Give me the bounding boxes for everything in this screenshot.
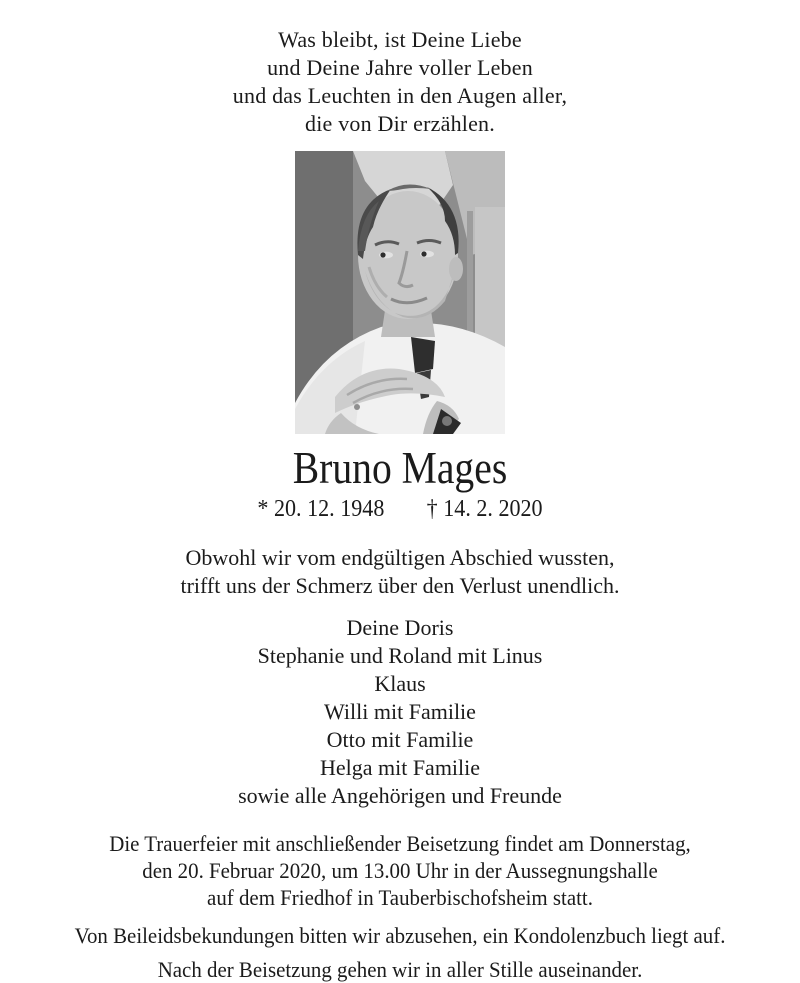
portrait-photo <box>295 151 505 434</box>
life-dates <box>32 496 768 522</box>
mourner-line: Willi mit Familie <box>324 699 476 724</box>
mourner-line: Otto mit Familie <box>326 727 474 752</box>
poem <box>0 26 800 138</box>
funeral-line: Die Trauerfeier mit anschließender Beisetzung findet am Donnerstag, <box>109 831 691 856</box>
note-line: Nach der Beisetzung gehen wir in aller Stille auseinander. <box>157 957 643 982</box>
funeral-line: auf dem Friedhof in Tauberbischofsheim statt. <box>207 885 593 910</box>
poem-line: Was bleibt, ist Deine Liebe <box>278 27 522 52</box>
birth-date: * 20. 12. 1948 <box>257 496 385 522</box>
poem-line: und Deine Jahre voller Leben <box>267 55 533 80</box>
mourner-line: Stephanie und Roland mit Linus <box>257 643 543 668</box>
condolence-line: Obwohl wir vom endgültigen Abschied wussten, <box>185 545 615 570</box>
mourners-list <box>0 614 800 810</box>
mourner-line: Klaus <box>374 671 426 696</box>
portrait-photo-illustration <box>295 151 505 434</box>
funeral-details <box>20 830 780 911</box>
mourner-line: Helga mit Familie <box>319 755 481 780</box>
mourner-line: sowie alle Angehörigen und Freunde <box>238 783 562 808</box>
deceased-name: Bruno Mages <box>292 443 508 493</box>
condolence-text <box>0 544 800 600</box>
condolence-line: trifft uns der Schmerz über den Verlust unendlich. <box>180 573 620 598</box>
closing-notes <box>20 923 780 983</box>
poem-line: die von Dir erzählen. <box>305 111 495 136</box>
note-line: Von Beileidsbekundungen bitten wir abzusehen, ein Kondolenzbuch liegt auf. <box>74 923 726 948</box>
death-date: † 14. 2. 2020 <box>426 496 543 522</box>
funeral-line: den 20. Februar 2020, um 13.00 Uhr in der Aussegnungshalle <box>142 858 658 883</box>
mourner-line: Deine Doris <box>346 615 454 640</box>
poem-line: und das Leuchten in den Augen aller, <box>232 83 568 108</box>
